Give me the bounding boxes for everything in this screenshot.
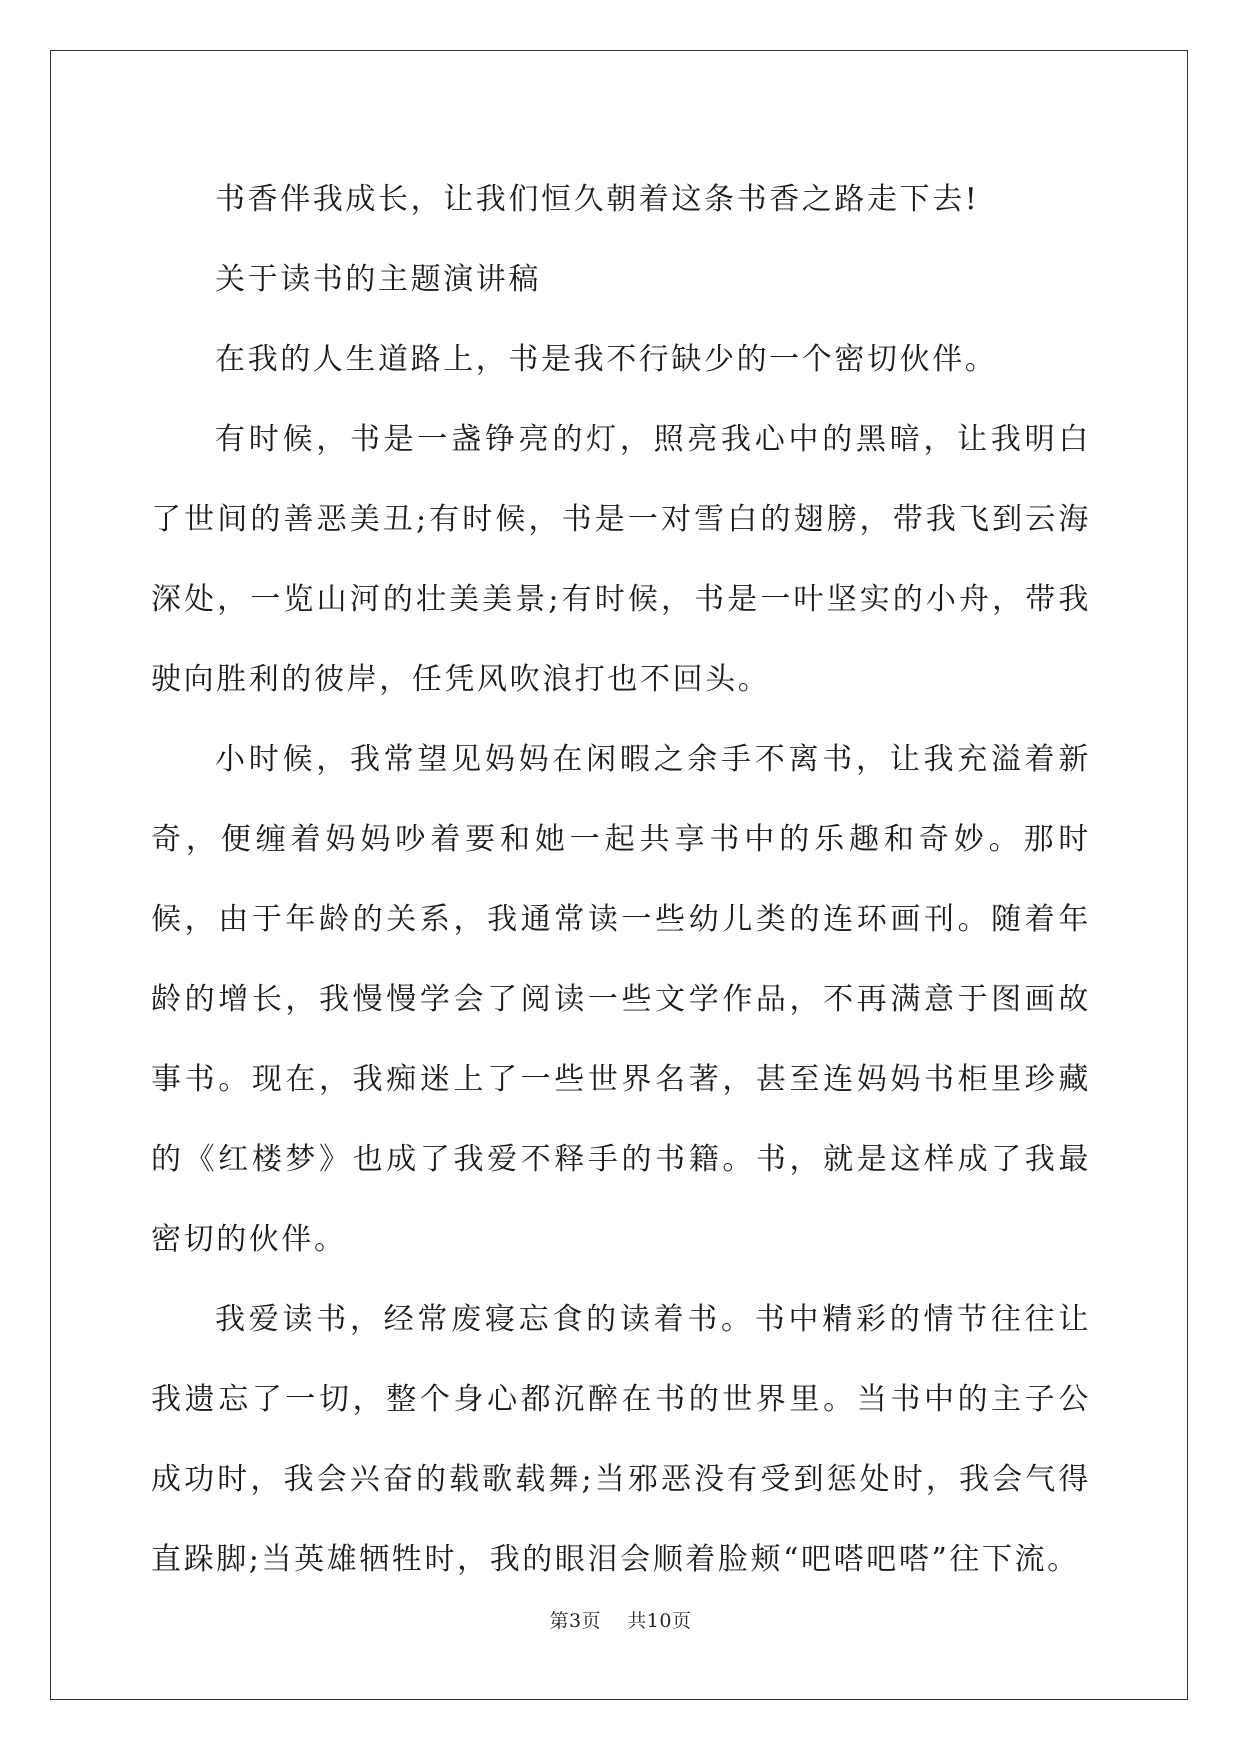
- paragraph-childhood: 小时候，我常望见妈妈在闲暇之余手不离书，让我充溢着新奇，便缠着妈妈吵着要和她一起共享书中的乐趣和奇妙。那时候，由于年龄的关系，我通常读一些幼儿类的连环画刊。随着年龄的增长，我慢慢学会了阅读一些文学作品，不再满意于图画故事书。现在，我痴迷上了一些世界名著，甚至连妈妈书柜里珍藏的《红楼梦》也成了我爱不释手的书籍。书，就是这样成了我最密切的伙伴。: [151, 742, 1091, 1257]
- paragraph-closing-line: 书香伴我成长，让我们恒久朝着这条书香之路走下去!: [215, 182, 980, 217]
- page-footer: [0, 1606, 1241, 1633]
- paragraph-love-of-reading: 我爱读书，经常废寝忘食的读着书。书中精彩的情节往往让我遗忘了一切，整个身心都沉醉在书的世界里。当书中的主子公成功时，我会兴奋的载歌载舞;当邪恶没有受到惩处时，我会气得直跺脚;当英雄牺牲时，我的眼泪会顺着脸颊“吧嗒吧嗒”往下流。: [151, 1302, 1091, 1577]
- section-title: 关于读书的主题演讲稿: [215, 262, 541, 297]
- document-body: [151, 160, 1091, 1600]
- page-number-total: 共10页: [627, 1610, 692, 1632]
- paragraph-intro: 在我的人生道路上，书是我不行缺少的一个密切伙伴。: [215, 342, 998, 377]
- page-number-current: 第3页: [549, 1610, 602, 1632]
- paragraph-metaphors: 有时候，书是一盏铮亮的灯，照亮我心中的黑暗，让我明白了世间的善恶美丑;有时候，书是一对雪白的翅膀，带我飞到云海深处，一览山河的壮美美景;有时候，书是一叶坚实的小舟，带我驶向胜利的彼岸，任凭风吹浪打也不回头。: [151, 422, 1091, 697]
